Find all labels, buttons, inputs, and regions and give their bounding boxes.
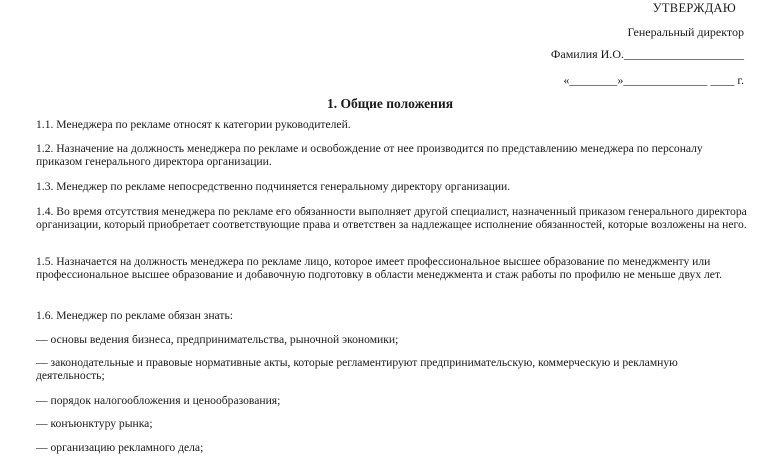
list-item: — организацию рекламного дела; [36, 441, 204, 454]
paragraph: 1.3. Менеджер по рекламе непосредственно подчиняется генеральному директору организации. [36, 180, 511, 193]
paragraph: 1.1. Менеджера по рекламе относят к категории руководителей. [36, 118, 351, 131]
list-item: — законодательные и правовые нормативные акты, которые регламентируют предпринимательскую, коммерческую и рекламную деятельность; [36, 356, 678, 383]
section-title: 1. Общие положения [326, 96, 454, 111]
paragraph: 1.2. Назначение на должность менеджера по рекламе и освобождение от нее производится по представлению менеджера по персоналу приказом генерального директора организации. [36, 142, 703, 169]
list-item: — конъюнктуру рынка; [36, 417, 153, 430]
list-item: — порядок налогообложения и ценообразования; [36, 394, 281, 407]
paragraph: 1.6. Менеджер по рекламе обязан знать: [36, 309, 233, 322]
approval-date-line: «________»______________ ____ г. [563, 73, 744, 87]
paragraph: 1.5. Назначается на должность менеджера по рекламе лицо, которое имеет профессиональное высшее образование по менеджменту или профессиональное высшее образование и добавочную подготовку в области менеджмента и стаж работы по профилю не меньше двух лет. [36, 255, 723, 282]
approver-position: Генеральный директор [627, 25, 744, 39]
approval-heading: УТВЕРЖДАЮ [652, 1, 736, 15]
list-item: — основы ведения бизнеса, предпринимательства, рыночной экономики; [36, 333, 399, 346]
paragraph: 1.4. Во время отсутствия менеджера по рекламе его обязанности выполняет другой специалист, назначенный приказом генерального директора организации, который приобретает соответствующие права и ответствен за надлежащее исполнение обязанностей, которые возложены на него. [36, 205, 747, 232]
approver-name-line: Фамилия И.О.____________________ [550, 47, 744, 61]
